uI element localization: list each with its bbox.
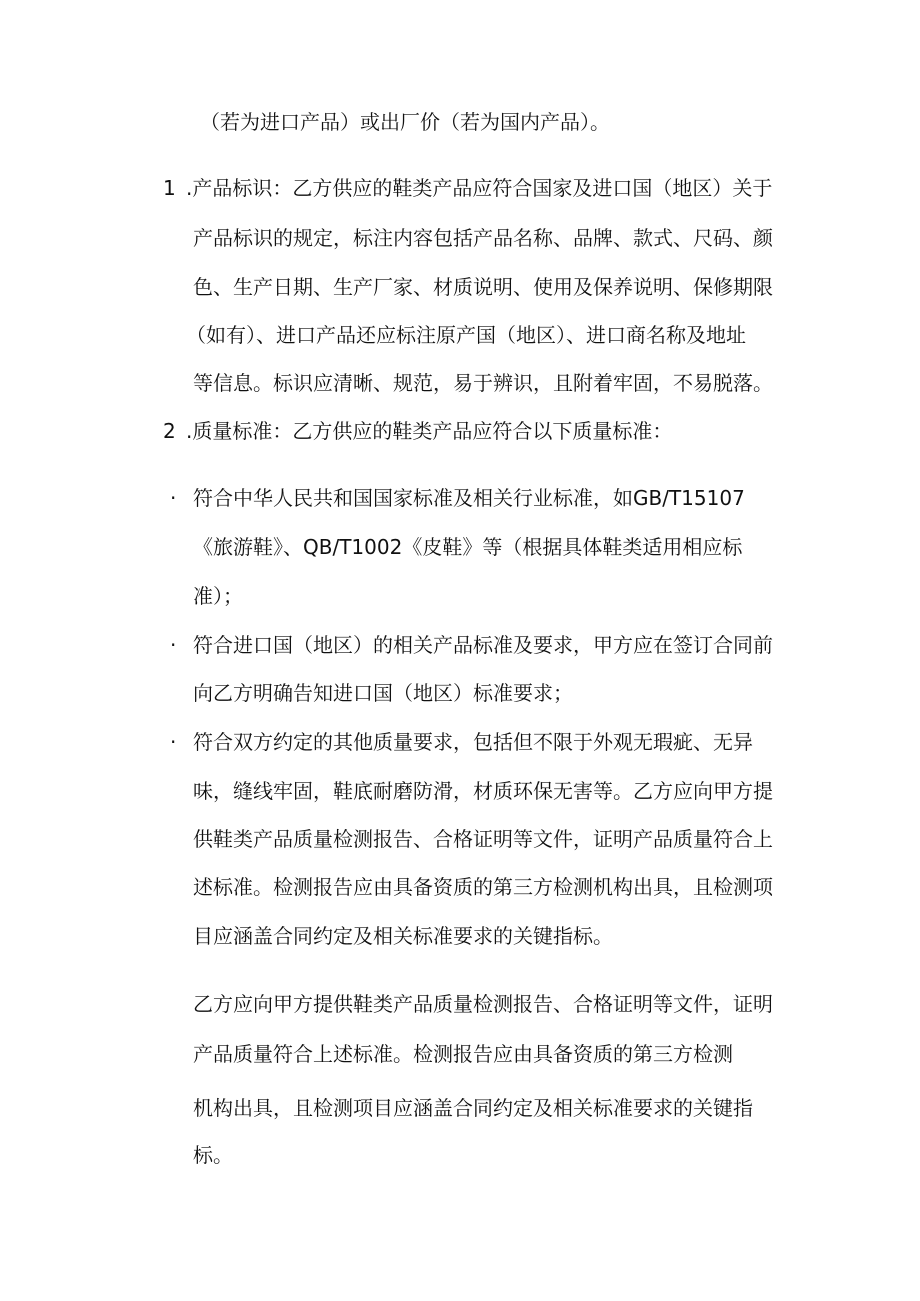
section-1-line: 产品标识的规定，标注内容包括产品名称、品牌、款式、尺码、颜 bbox=[193, 226, 773, 250]
bullet-3-line: 符合双方约定的其他质量要求，包括但不限于外观无瑕疵、无异 bbox=[193, 730, 753, 754]
bullet-1-line: 符合中华人民共和国国家标准及相关行业标准，如GB/T15107 bbox=[193, 486, 745, 510]
section-2-number: 2 bbox=[163, 419, 176, 443]
bullet-dot: · bbox=[170, 633, 177, 657]
bullet-dot: · bbox=[170, 486, 177, 510]
section-1-line: （如有）、进口产品还应标注原产国（地区）、进口商名称及地址 bbox=[186, 323, 746, 347]
section-1-number: 1 bbox=[163, 176, 176, 200]
closing-line: 标。 bbox=[193, 1143, 233, 1167]
bullet-1-line: 《旅游鞋》、QB/T1002《皮鞋》等（根据具体鞋类适用相应标 bbox=[193, 535, 743, 559]
bullet-3-line: 味，缝线牢固，鞋底耐磨防滑，材质环保无害等。乙方应向甲方提 bbox=[193, 779, 773, 803]
closing-line: 机构出具，且检测项目应涵盖合同约定及相关标准要求的关键指 bbox=[193, 1096, 753, 1120]
section-1-line: 等信息。标识应清晰、规范，易于辨识，且附着牢固，不易脱落。 bbox=[193, 371, 773, 395]
bullet-3-line: 供鞋类产品质量检测报告、合格证明等文件，证明产品质量符合上 bbox=[193, 827, 773, 851]
bullet-2-line: 符合进口国（地区）的相关产品标准及要求，甲方应在签订合同前 bbox=[193, 633, 773, 657]
bullet-1-line: 准）； bbox=[193, 584, 243, 608]
bullet-3-line: 述标准。检测报告应由具备资质的第三方检测机构出具，且检测项 bbox=[193, 875, 773, 899]
section-2-heading: .质量标准：乙方供应的鞋类产品应符合以下质量标准： bbox=[186, 419, 673, 443]
closing-line: 产品质量符合上述标准。检测报告应由具备资质的第三方检测 bbox=[193, 1042, 733, 1066]
section-1-line: 色、生产日期、生产厂家、材质说明、使用及保养说明、保修期限 bbox=[193, 275, 773, 299]
section-1-line: .产品标识：乙方供应的鞋类产品应符合国家及进口国（地区）关于 bbox=[186, 176, 773, 200]
bullet-3-line: 目应涵盖合同约定及相关标准要求的关键指标。 bbox=[193, 924, 613, 948]
intro-line: （若为进口产品）或出厂价（若为国内产品）。 bbox=[200, 110, 610, 134]
bullet-2-line: 向乙方明确告知进口国（地区）标准要求； bbox=[193, 681, 573, 705]
closing-line: 乙方应向甲方提供鞋类产品质量检测报告、合格证明等文件，证明 bbox=[193, 992, 773, 1016]
bullet-dot: · bbox=[170, 730, 177, 754]
